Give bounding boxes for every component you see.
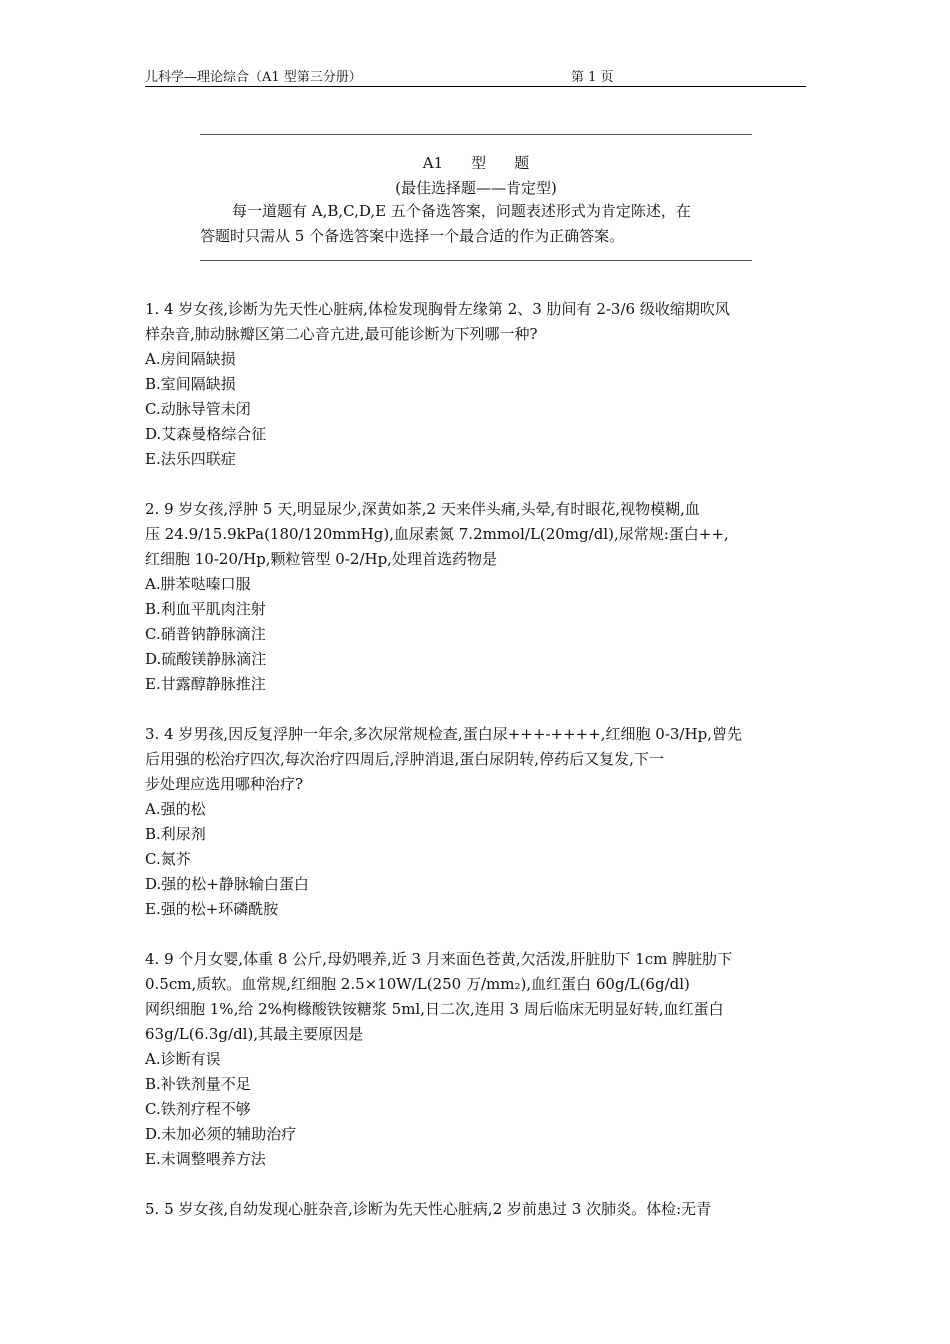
- answer-option: B.利尿剂: [145, 825, 206, 843]
- answer-option: A.强的松: [145, 800, 206, 818]
- question-list: [145, 297, 765, 1247]
- answer-option: C.硝普钠静脉滴注: [145, 625, 266, 643]
- question-stem-line: 0.5cm,质软。血常规,红细胞 2.5×10W/L(250 万/mm₂),血红蛋白 60g/L(6g/dl): [145, 975, 690, 993]
- answer-option: D.艾森曼格综合征: [145, 425, 267, 443]
- answer-option: E.强的松+环磷酰胺: [145, 900, 279, 918]
- question-stem-line: 4. 9 个月女婴,体重 8 公斤,母奶喂养,近 3 月来面色苍黄,欠活泼,肝脏肋下 1cm 脾脏肋下: [145, 950, 733, 968]
- page-header: [145, 64, 806, 87]
- answer-option: B.利血平肌肉注射: [145, 600, 266, 618]
- question-stem-line: 2. 9 岁女孩,浮肿 5 天,明显尿少,深黄如茶,2 天来伴头痛,头晕,有时眼花,视物模糊,血: [145, 500, 700, 518]
- question-stem-line: 网织细胞 1%,给 2%枸橼酸铁铵糖浆 5ml,日二次,连用 3 周后临床无明显好转,血红蛋白: [145, 1000, 724, 1018]
- answer-option: B.补铁剂量不足: [145, 1075, 251, 1093]
- answer-option: D.强的松+静脉输白蛋白: [145, 875, 309, 893]
- section-title: [200, 152, 752, 173]
- question-5: [145, 1197, 765, 1222]
- answer-option: C.铁剂疗程不够: [145, 1100, 251, 1118]
- section-intro: [200, 199, 752, 249]
- question-stem-line: 1. 4 岁女孩,诊断为先天性心脏病,体检发现胸骨左缘第 2、3 肋间有 2-3/6 级收缩期吹风: [145, 300, 730, 318]
- answer-option: E.法乐四联症: [145, 450, 236, 468]
- answer-option: E.未调整喂养方法: [145, 1150, 266, 1168]
- question-stem-line: 步处理应选用哪种治疗?: [145, 775, 304, 793]
- answer-option: A.肼苯哒嗪口服: [145, 575, 251, 593]
- question-4: [145, 947, 765, 1172]
- answer-option: A.诊断有误: [145, 1050, 221, 1068]
- answer-option: E.甘露醇静脉推注: [145, 675, 266, 693]
- question-stem-line: 后用强的松治疗四次,每次治疗四周后,浮肿消退,蛋白尿阴转,停药后又复发,下一: [145, 750, 664, 768]
- intro-line: 答题时只需从 5 个备选答案中选择一个最合适的作为正确答案。: [200, 227, 625, 245]
- question-stem-line: 样杂音,肺动脉瓣区第二心音亢进,最可能诊断为下列哪一种?: [145, 325, 538, 343]
- answer-option: D.硫酸镁静脉滴注: [145, 650, 267, 668]
- answer-option: C.氮芥: [145, 850, 191, 868]
- question-3: [145, 722, 765, 922]
- section-title-part: A1: [422, 154, 444, 172]
- separator-bottom: [200, 260, 752, 261]
- page-number: 第 1 页: [571, 70, 614, 85]
- section-subtitle: (最佳选择题——肯定型): [395, 179, 557, 197]
- section-title-part: 题: [514, 154, 530, 172]
- section-title-part: 型: [471, 154, 487, 172]
- question-stem-line: 3. 4 岁男孩,因反复浮肿一年余,多次尿常规检查,蛋白尿+++-++++,红细胞 0-3/Hp,曾先: [145, 725, 742, 743]
- document-title: 儿科学—理论综合（A1 型第三分册）: [145, 70, 362, 85]
- question-stem-line: 63g/L(6.3g/dl),其最主要原因是: [145, 1025, 364, 1043]
- question-stem-line: 5. 5 岁女孩,自幼发现心脏杂音,诊断为先天性心脏病,2 岁前患过 3 次肺炎。体检:无青: [145, 1200, 712, 1218]
- intro-line: 每一道题有 A,B,C,D,E 五个备选答案，问题表述形式为肯定陈述，在: [232, 202, 691, 220]
- question-2: [145, 497, 765, 697]
- answer-option: D.未加必须的辅助治疗: [145, 1125, 297, 1143]
- question-stem-line: 红细胞 10-20/Hp,颗粒管型 0-2/Hp,处理首选药物是: [145, 550, 497, 568]
- answer-option: C.动脉导管未闭: [145, 400, 251, 418]
- separator-top: [200, 134, 752, 135]
- question-1: [145, 297, 765, 472]
- question-stem-line: 压 24.9/15.9kPa(180/120mmHg),血尿素氮 7.2mmol/L(20mg/dl),尿常规:蛋白++,: [145, 525, 729, 543]
- answer-option: B.室间隔缺损: [145, 375, 236, 393]
- answer-option: A.房间隔缺损: [145, 350, 236, 368]
